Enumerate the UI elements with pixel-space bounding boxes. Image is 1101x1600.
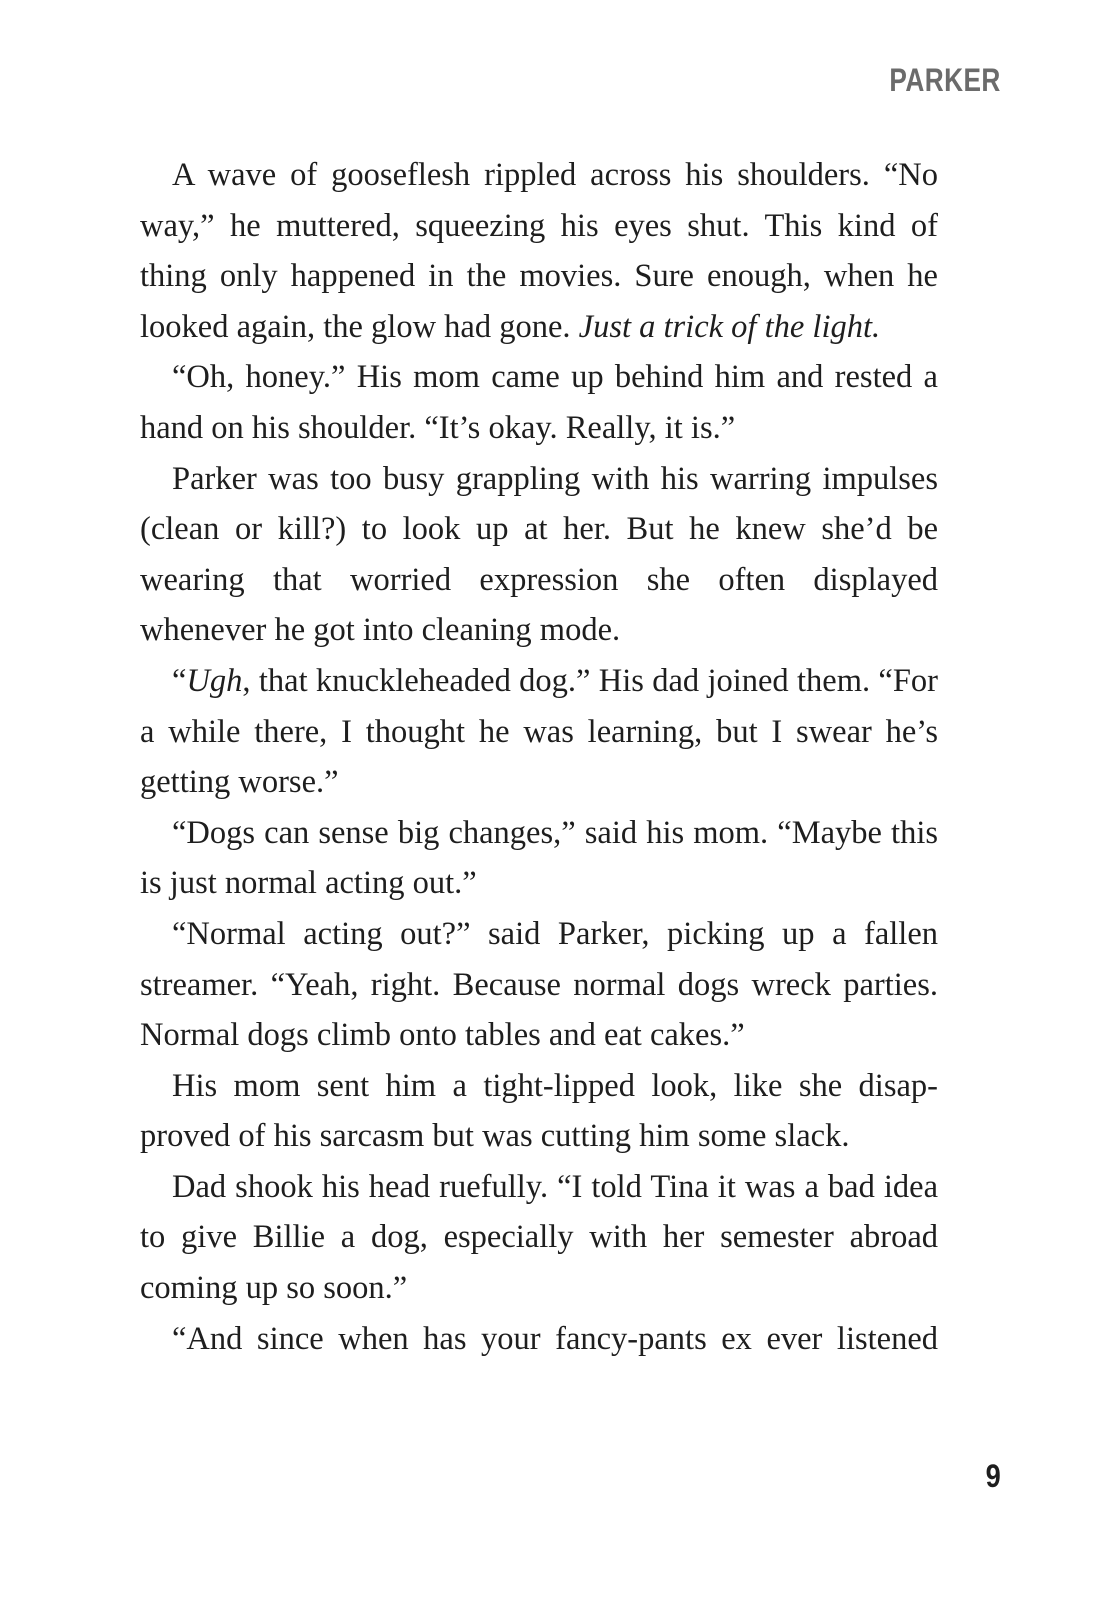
paragraph: His mom sent him a tight-lipped look, like she disapproved of his sarcasm but was cutting him some slack. <box>140 1067 938 1155</box>
paragraph: “And since when has your fancy-pants ex ever listened <box>172 1320 938 1357</box>
paragraph: “Dogs can sense big changes,” said his mom. “Maybe this is just normal acting out.” <box>140 814 938 902</box>
running-head: PARKER <box>889 62 1001 98</box>
paragraph: Parker was too busy grappling with his warring impulses (clean or kill?) to look up at her. But he knew she’d be wearing that worried expression she often displayed whenever he got into cleaning mode. <box>140 460 938 649</box>
page-number: 9 <box>985 1458 1001 1494</box>
paragraph: Dad shook his head ruefully. “I told Tina it was a bad idea to give Billie a dog, especially with her semester abroad coming up so soon.” <box>140 1168 938 1307</box>
paragraph: A wave of gooseflesh rippled across his shoulders. “No way,” he muttered, squeezing his eyes shut. This kind of thing only happened in the movies. Sure enough, when he looked again, the glow had gone. Just a trick of the light. <box>140 157 938 345</box>
body-text <box>140 150 938 1364</box>
italic-phrase: Just a trick of the light. <box>578 308 881 345</box>
italic-phrase: Ugh <box>186 662 243 699</box>
paragraph: “Ugh, that knuckleheaded dog.” His dad joined them. “For a while there, I thought he was learning, but I swear he’s getting worse.” <box>140 662 938 801</box>
paragraph: “Oh, honey.” His mom came up behind him and rested a hand on his shoulder. “It’s okay. Really, it is.” <box>140 359 938 446</box>
paragraph: “Normal acting out?” said Parker, picking up a fallen streamer. “Yeah, right. Because normal dogs wreck parties. Normal dogs climb onto tables and eat cakes.” <box>140 915 938 1054</box>
